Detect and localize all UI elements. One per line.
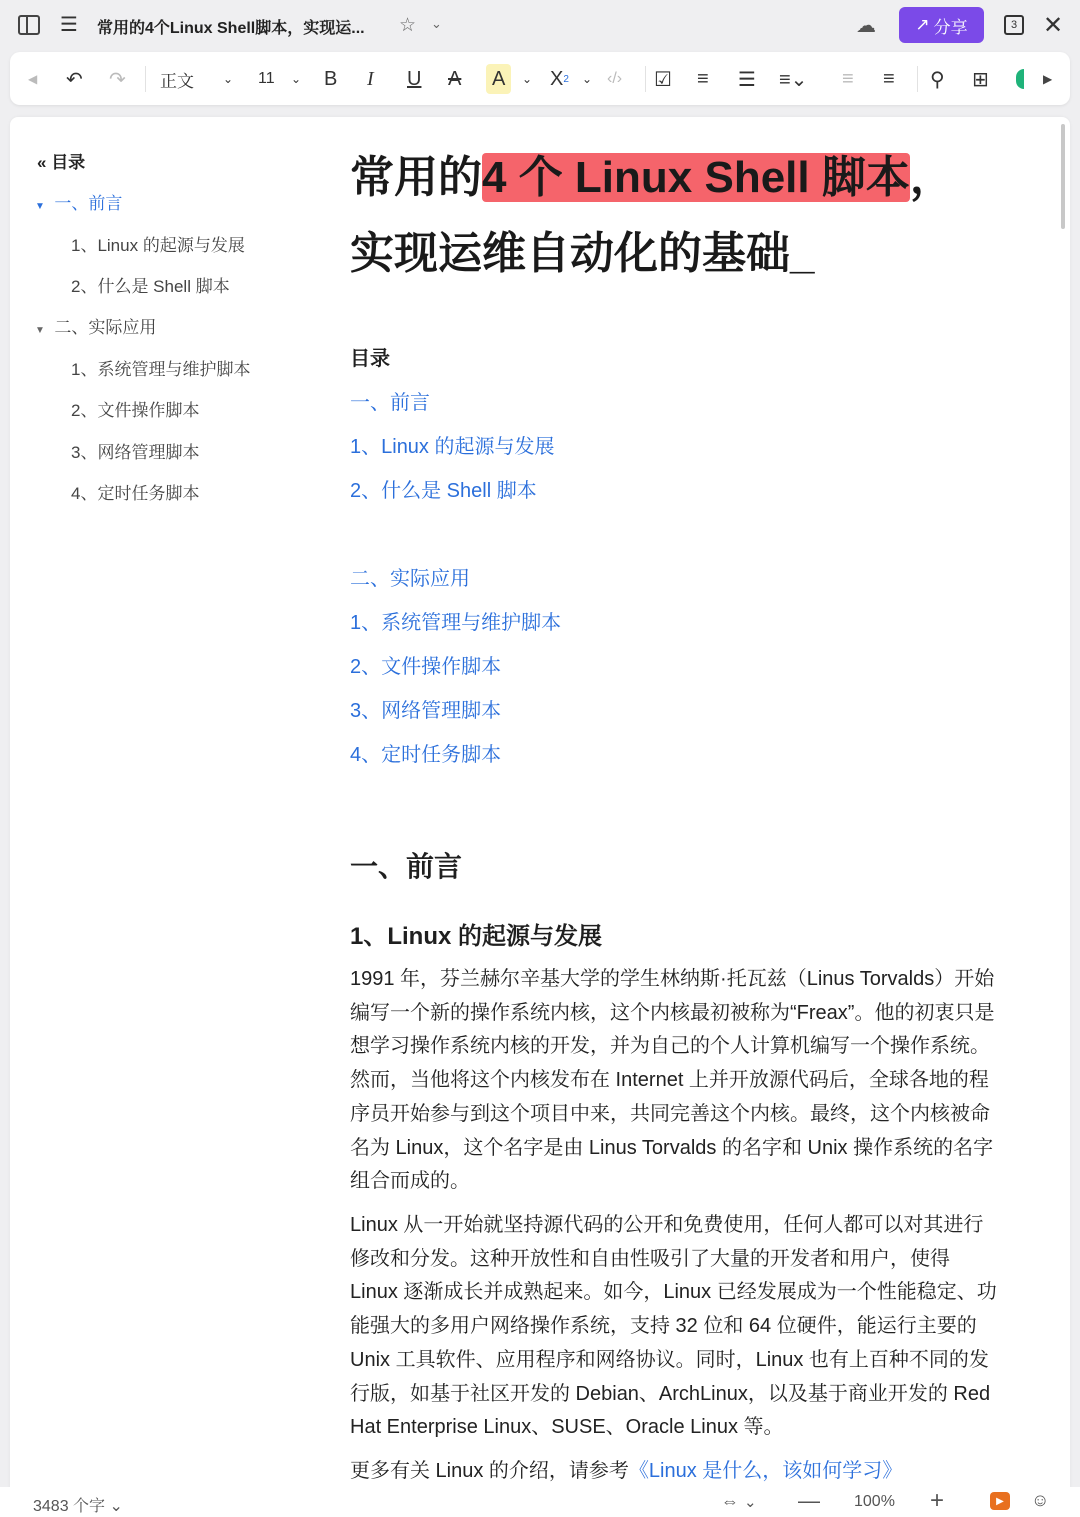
bullet-list-icon[interactable]: ☰ [738, 68, 756, 91]
toc-heading: 目录 [350, 348, 390, 370]
strikethrough-icon[interactable]: A [448, 67, 462, 90]
chevron-down-icon[interactable]: ⌄ [431, 16, 442, 31]
tabs-count-button[interactable]: 3 [1004, 15, 1024, 35]
outline-item[interactable]: ▼ 一、前言 [35, 194, 123, 213]
toc-link[interactable]: 2、什么是 Shell 脚本 [350, 480, 537, 502]
zoom-out-button[interactable]: — [798, 1488, 820, 1513]
section-heading: 一、前言 [350, 851, 463, 882]
bold-icon[interactable]: B [324, 67, 338, 90]
highlight-color-icon[interactable]: A [486, 64, 511, 94]
share-button[interactable]: ↗ 分享 [899, 7, 984, 43]
toc-link[interactable]: 二、实际应用 [350, 568, 470, 590]
outline-item[interactable]: 2、文件操作脚本 [71, 401, 200, 420]
underline-icon[interactable]: U [407, 67, 422, 90]
share-icon: ↗ [915, 15, 930, 34]
paragraph[interactable]: Linux 从一开始就坚持源代码的公开和免费使用，任何人都可以对其进行修改和分发。这种开放性和自由性吸引了大量的开发者和用户，使得 Linux 逐渐成长并成熟起来。如今，Linux 已经发展成为一个性能稳定、功能强大的多用户网络操作系统，支持 32 位和 64 位硬件，能运行主要的 Unix 工具软件、应用程序和网络协议。同时，Linux 也有上百种不同的发行版，如基于社区开发的 Debian、ArchLinux，以及基于商业开发的 Red Hat Enterprise Linux、SUSE、Oracle Linux 等。 [350, 1214, 997, 1439]
toc-link[interactable]: 2、文件操作脚本 [350, 656, 502, 678]
chevron-down-icon[interactable]: ⌄ [223, 72, 234, 86]
collapse-outline-icon[interactable]: « 目录 [37, 153, 86, 172]
scroll-left-icon[interactable]: ◀ [28, 72, 38, 86]
sidebar-toggle-icon[interactable] [18, 15, 40, 35]
italic-icon[interactable]: I [367, 67, 374, 90]
format-toolbar [10, 52, 1070, 105]
toc-link[interactable]: 3、网络管理脚本 [350, 700, 502, 722]
toc-link[interactable]: 一、前言 [350, 392, 430, 414]
scrollbar[interactable] [1061, 124, 1065, 229]
outline-item[interactable]: 2、什么是 Shell 脚本 [71, 277, 230, 296]
ordered-list-icon[interactable]: ≡ [697, 67, 709, 90]
chevron-down-icon[interactable]: ⌄ [522, 72, 533, 86]
article-link[interactable]: 《Linux 是什么，该如何学习》 [628, 1460, 903, 1482]
redo-icon[interactable]: ↷ [109, 68, 126, 91]
outline-item[interactable]: 1、Linux 的起源与发展 [71, 236, 245, 255]
word-count[interactable]: 3483 个字 ⌄ [33, 1498, 123, 1515]
status-bar [0, 1487, 1080, 1517]
star-icon[interactable]: ☆ [399, 15, 417, 36]
comment-icon[interactable]: ⊞ [972, 68, 989, 91]
outline-item[interactable]: 1、系统管理与维护脚本 [71, 360, 251, 379]
outline-item[interactable]: 4、定时任务脚本 [71, 484, 200, 503]
paragraph-style-select[interactable]: 正文 [160, 71, 194, 91]
present-icon[interactable]: ▶ [990, 1492, 1010, 1510]
toc-link[interactable]: 4、定时任务脚本 [350, 744, 502, 766]
toc-link[interactable]: 1、Linux 的起源与发展 [350, 436, 555, 458]
document-title: 常用的4个Linux Shell脚本，实现运... [97, 20, 365, 37]
title-bar [0, 0, 1080, 52]
zoom-level[interactable]: 100% [854, 1493, 895, 1510]
search-icon[interactable]: ⚲ [930, 68, 945, 91]
ai-assistant-icon[interactable] [1016, 69, 1024, 89]
scroll-right-icon[interactable]: ▶ [1043, 72, 1053, 86]
outline-item[interactable]: ▼ 二、实际应用 [35, 318, 157, 337]
undo-icon[interactable]: ↶ [66, 68, 83, 91]
align-icon[interactable]: ≡⌄ [779, 68, 808, 91]
highlighted-title-text: 4 个 Linux Shell 脚本 [482, 153, 910, 202]
outdent-icon[interactable]: ≡ [842, 67, 854, 90]
code-icon[interactable]: ‹/› [607, 70, 623, 87]
chevron-down-icon[interactable]: ⌄ [291, 72, 302, 86]
outline-item[interactable]: 3、网络管理脚本 [71, 443, 200, 462]
superscript-icon[interactable]: X 2 [550, 67, 569, 90]
indent-icon[interactable]: ≡ [883, 67, 895, 90]
checkbox-icon[interactable]: ☑ [654, 68, 672, 91]
cloud-saved-icon[interactable]: ☁ [856, 15, 876, 37]
assistant-avatar-icon[interactable]: ☺ [1031, 1490, 1050, 1510]
close-icon[interactable]: ✕ [1043, 12, 1064, 39]
page-width-icon[interactable]: ⇔ ⌄ [721, 1491, 757, 1511]
zoom-in-button[interactable]: + [930, 1487, 945, 1514]
document-title-heading[interactable]: 常用的4 个 Linux Shell 脚本， 实现运维自动化的基础_ [350, 153, 954, 278]
subsection-heading: 1、Linux 的起源与发展 [350, 923, 603, 950]
paragraph[interactable]: 1991 年，芬兰赫尔辛基大学的学生林纳斯·托瓦兹（Linus Torvalds）开始编写一个新的操作系统内核，这个内核最初被称为“Freax”。他的初衷只是想学习操作系统内核的开发，并为自己的个人计算机编写一个操作系统。然而，当他将这个内核发布在 Internet 上并开放源代码后，全球各地的程序员开始参与到这个项目中来，共同完善这个内核。最终，这个内核被命名为 Linux，这个名字是由 Linus Torvalds 的名字和 Unix 操作系统的名字组合而成的。 [350, 968, 995, 1193]
chevron-down-icon[interactable]: ⌄ [582, 72, 593, 86]
menu-icon[interactable]: ☰ [60, 14, 78, 36]
paragraph[interactable]: 更多有关 Linux 的介绍，请参考《Linux 是什么，该如何学习》 [350, 1460, 903, 1482]
toc-link[interactable]: 1、系统管理与维护脚本 [350, 612, 562, 634]
font-size-select[interactable]: 11 [258, 70, 275, 87]
